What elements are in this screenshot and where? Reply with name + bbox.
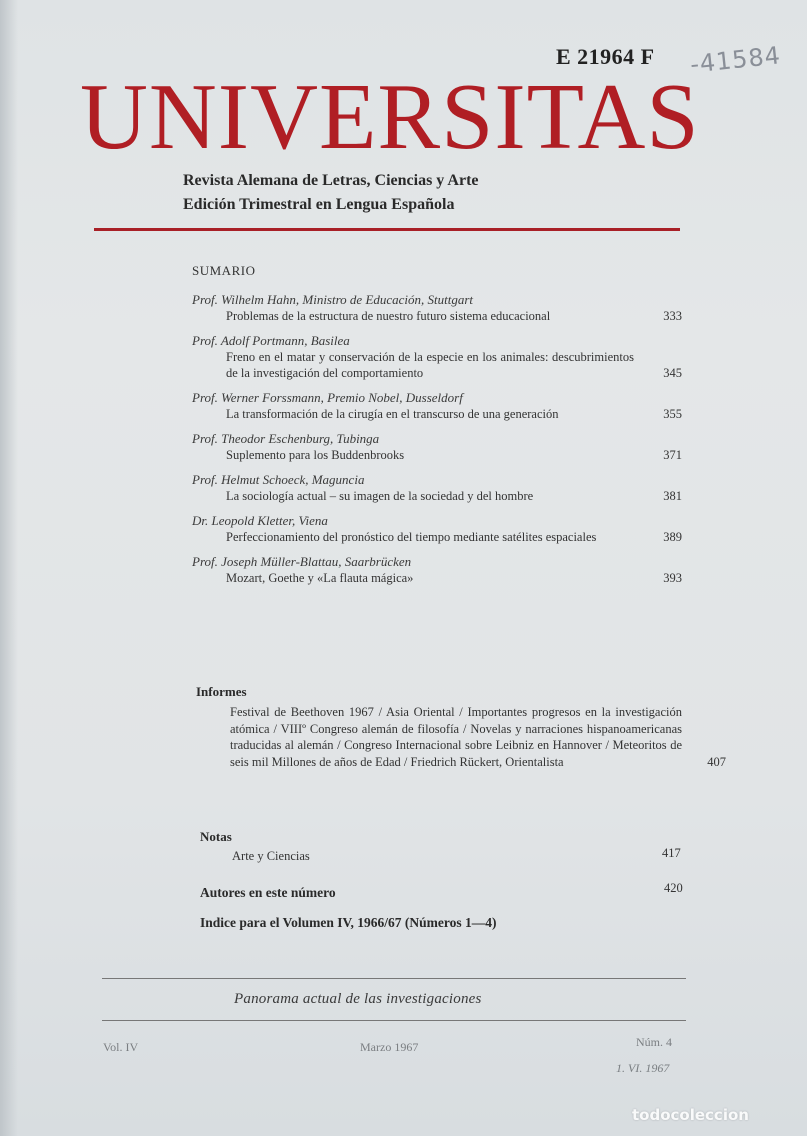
toc-page-number: 381 [663, 489, 682, 503]
edition-line: Edición Trimestral en Lengua Española [183, 196, 455, 213]
toc-article-title: Suplemento para los Buddenbrooks [226, 448, 405, 462]
toc-article [226, 308, 682, 324]
toc-entry [192, 554, 682, 586]
table-of-contents [192, 292, 682, 595]
toc-article-title: Freno en el matar y conservación de la especie en los animales: descubrimientos de la investigación del comportamiento [226, 350, 634, 380]
toc-page-number: 333 [663, 309, 682, 323]
toc-entry [192, 431, 682, 463]
indice-line: Indice para el Volumen IV, 1966/67 (Números 1—4) [200, 915, 497, 930]
informes-text: Festival de Beethoven 1967 / Asia Oriental / Importantes progresos en la investigación atómica / VIIIº Congreso alemán de filosofía / Novelas y narraciones hispanoamericanas traducidas al alemán / Congreso Internacional sobre Leibniz en Hannover / Meteoritos de seis mil Millones de años de Edad / Friedrich Rückert, Orientalista [230, 705, 682, 769]
toc-entry [192, 472, 682, 504]
toc-article [226, 447, 682, 463]
toc-article-title: La transformación de la cirugía en el transcurso de una generación [226, 407, 559, 421]
notas-heading: Notas [200, 829, 232, 844]
footer-rule-bottom [102, 1020, 686, 1021]
informes-page-number: 407 [707, 754, 726, 769]
issue-number: Núm. 4 [636, 1035, 672, 1049]
toc-article-title: Perfeccionamiento del pronóstico del tiempo mediante satélites espaciales [226, 530, 597, 544]
autores-heading: Autores en este número [200, 885, 336, 900]
notas-page-number: 417 [662, 846, 681, 860]
volume-label: Vol. IV [103, 1040, 139, 1054]
toc-page-number: 345 [663, 366, 682, 380]
magazine-subtitle: Revista Alemana de Letras, Ciencias y Arte [183, 172, 479, 189]
magazine-title: UNIVERSITAS [80, 65, 700, 169]
toc-article-title: La sociología actual – su imagen de la sociedad y del hombre [226, 489, 534, 503]
toc-entry [192, 390, 682, 422]
handwritten-note: -41584 [688, 41, 783, 79]
toc-article [226, 406, 682, 422]
toc-author: Prof. Wilhelm Hahn, Ministro de Educación, Stuttgart [192, 292, 474, 307]
toc-page-number: 371 [663, 448, 682, 462]
toc-author: Prof. Joseph Müller-Blattau, Saarbrücken [192, 554, 412, 569]
toc-article-title: Problemas de la estructura de nuestro futuro sistema educacional [226, 309, 551, 323]
toc-article [226, 488, 682, 504]
toc-page-number: 393 [663, 571, 682, 585]
toc-article-title: Mozart, Goethe y «La flauta mágica» [226, 571, 414, 585]
toc-article [226, 570, 682, 586]
toc-entry [192, 333, 682, 381]
toc-entry [192, 292, 682, 324]
toc-author: Dr. Leopold Kletter, Viena [192, 513, 328, 528]
informes-body [230, 704, 726, 770]
toc-page-number: 389 [663, 530, 682, 544]
toc-entry [192, 513, 682, 545]
catalog-code: E 21964 F [556, 44, 655, 69]
toc-article [226, 529, 682, 545]
toc-author: Prof. Adolf Portmann, Basilea [192, 333, 350, 348]
issue-date: Marzo 1967 [360, 1040, 419, 1054]
toc-author: Prof. Theodor Eschenburg, Tubinga [192, 431, 380, 446]
autores-page-number: 420 [664, 881, 683, 895]
toc-heading: SUMARIO [192, 263, 256, 278]
title-rule [94, 228, 680, 231]
date-stamp: 1. VI. 1967 [616, 1061, 670, 1075]
informes-heading: Informes [196, 684, 247, 699]
footer-rule-top [102, 978, 686, 979]
toc-author: Prof. Helmut Schoeck, Maguncia [192, 472, 365, 487]
watermark-logo: todocoleccion [632, 1106, 749, 1124]
panorama-line: Panorama actual de las investigaciones [234, 991, 482, 1007]
notas-item: Arte y Ciencias [232, 849, 310, 863]
toc-article [226, 349, 682, 381]
toc-page-number: 355 [663, 407, 682, 421]
toc-author: Prof. Werner Forssmann, Premio Nobel, Dusseldorf [192, 390, 463, 405]
